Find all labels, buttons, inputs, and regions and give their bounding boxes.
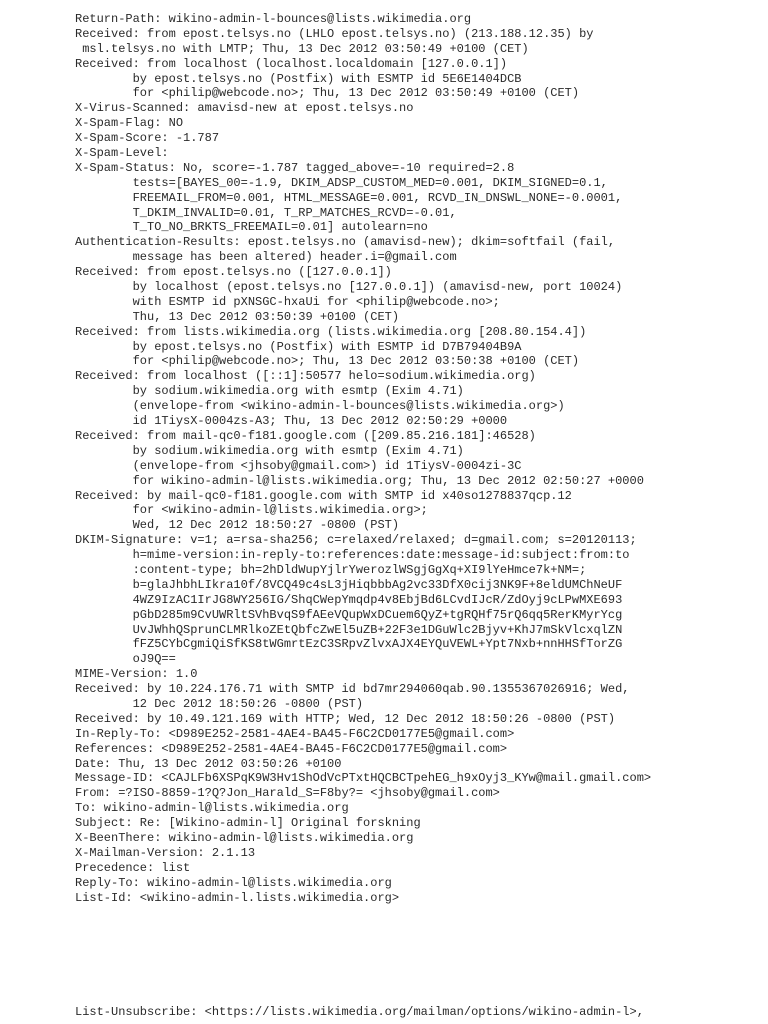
header-line: From: =?ISO-8859-1?Q?Jon_Harald_S=F8by?= <jhsoby@gmail.com> <box>75 786 500 801</box>
header-line: Received: from epost.telsys.no (LHLO epost.telsys.no) (213.188.12.35) by <box>75 26 594 41</box>
header-line: id 1TiysX-0004zs-A3; Thu, 13 Dec 2012 02:50:29 +0000 <box>75 414 508 429</box>
header-line: for <philip@webcode.no>; Thu, 13 Dec 2012 03:50:49 +0100 (CET) <box>75 86 580 101</box>
header-line: by epost.telsys.no (Postfix) with ESMTP id 5E6E1404DCB <box>75 71 522 86</box>
header-line: (envelope-from <jhsoby@gmail.com>) id 1TiysV-0004zi-3C <box>75 458 522 473</box>
header-line: b=glaJhbhLIkra10f/8VCQ49c4sL3jHiqbbbAg2vc33DfX0cij3NK9F+8eldUMChNeUF <box>75 577 623 592</box>
header-line: Received: by mail-qc0-f181.google.com with SMTP id x40so1278837qcp.12 <box>75 488 572 503</box>
header-line: by localhost (epost.telsys.no [127.0.0.1]) (amavisd-new, port 10024) <box>75 280 623 295</box>
header-line: MIME-Version: 1.0 <box>75 667 198 682</box>
header-line: Received: by 10.224.176.71 with SMTP id bd7mr294060qab.90.1355367026916; Wed, <box>75 682 630 697</box>
header-line: by sodium.wikimedia.org with esmtp (Exim 4.71) <box>75 443 464 458</box>
header-line: h=mime-version:in-reply-to:references:date:message-id:subject:from:to <box>75 548 630 563</box>
header-line: X-Virus-Scanned: amavisd-new at epost.telsys.no <box>75 101 414 116</box>
header-line: Received: by 10.49.121.169 with HTTP; Wed, 12 Dec 2012 18:50:26 -0800 (PST) <box>75 711 616 726</box>
header-line: References: <D989E252-2581-4AE4-BA45-F6C2CD0177E5@gmail.com> <box>75 741 508 756</box>
header-line: Received: from localhost ([::1]:50577 helo=sodium.wikimedia.org) <box>75 369 536 384</box>
header-line: To: wikino-admin-l@lists.wikimedia.org <box>75 801 349 816</box>
header-line: pGbD285m9CvUWRltSVhBvqS9fAEeVQupWxDCuem6QyZ+tgRQHf75rQ6qq5RerKMyrYcg <box>75 607 623 622</box>
header-line: Thu, 13 Dec 2012 03:50:39 +0100 (CET) <box>75 309 400 324</box>
header-line: Received: from localhost (localhost.localdomain [127.0.0.1]) <box>75 56 508 71</box>
header-line: Return-Path: wikino-admin-l-bounces@lists.wikimedia.org <box>75 12 472 26</box>
header-line: Reply-To: wikino-admin-l@lists.wikimedia.org <box>75 875 392 890</box>
header-line: (envelope-from <wikino-admin-l-bounces@lists.wikimedia.org>) <box>75 399 565 414</box>
header-line: List-Id: <wikino-admin-l.lists.wikimedia.org> <box>75 890 400 905</box>
header-line: UvJWhhQSprunCLMRlkoZEtQbfcZwEl5uZB+22F3e1DGuWlc2Bjyv+KhJ7mSkVlcxqlZN <box>75 622 623 637</box>
header-line: Message-ID: <CAJLFb6XSPqK9W3Hv1ShOdVcPTxtHQCBCTpehEG_h9xOyj3_KYw@mail.gmail.com> <box>75 771 652 786</box>
header-line: Subject: Re: [Wikino-admin-l] Original forskning <box>75 816 421 831</box>
header-line: oJ9Q== <box>75 652 176 667</box>
header-line: X-Spam-Level: <box>75 146 169 161</box>
header-line: :content-type; bh=2hDldWupYjlrYwerozlWSgjGgXq+XI9lYeHmce7k+NM=; <box>75 562 587 577</box>
header-line: fFZ5CYbCgmiQiSfKS8tWGmrtEzC3SRpvZlvxAJX4EYQuVEWL+Ypt7Nxb+nnHHSfTorZG <box>75 637 623 652</box>
header-line: Authentication-Results: epost.telsys.no (amavisd-new); dkim=softfail (fail, <box>75 235 616 250</box>
header-line: Received: from lists.wikimedia.org (lists.wikimedia.org [208.80.154.4]) <box>75 324 587 339</box>
header-line: 12 Dec 2012 18:50:26 -0800 (PST) <box>75 696 364 711</box>
header-line: Date: Thu, 13 Dec 2012 03:50:26 +0100 <box>75 756 342 771</box>
header-line: X-BeenThere: wikino-admin-l@lists.wikimedia.org <box>75 830 414 845</box>
header-line: DKIM-Signature: v=1; a=rsa-sha256; c=relaxed/relaxed; d=gmail.com; s=20120113; <box>75 533 637 548</box>
header-line: Precedence: list <box>75 860 191 875</box>
header-line: X-Mailman-Version: 2.1.13 <box>75 845 256 860</box>
header-line: X-Spam-Status: No, score=-1.787 tagged_above=-10 required=2.8 <box>75 160 515 175</box>
header-line: by epost.telsys.no (Postfix) with ESMTP id D7B79404B9A <box>75 339 522 354</box>
email-header-block <box>75 12 651 905</box>
header-line: 4WZ9IzAC1IrJG8WY256IG/ShqCWepYmqdp4v8EbjBd6LCvdIJcR/ZdOyj9cLPwMXE693 <box>75 592 623 607</box>
header-line: X-Spam-Flag: NO <box>75 116 184 131</box>
header-line: Wed, 12 Dec 2012 18:50:27 -0800 (PST) <box>75 518 400 533</box>
header-line: for wikino-admin-l@lists.wikimedia.org; Thu, 13 Dec 2012 02:50:27 +0000 <box>75 473 644 488</box>
header-line: Received: from epost.telsys.no ([127.0.0.1]) <box>75 265 392 280</box>
header-line: Received: from mail-qc0-f181.google.com ([209.85.216.181]:46528) <box>75 428 536 443</box>
list-unsubscribe-line: List-Unsubscribe: <https://lists.wikimedia.org/mailman/options/wikino-admin-l>, <box>75 1005 644 1019</box>
header-line: X-Spam-Score: -1.787 <box>75 131 220 146</box>
header-line: T_DKIM_INVALID=0.01, T_RP_MATCHES_RCVD=-0.01, <box>75 205 457 220</box>
header-line: msl.telsys.no with LMTP; Thu, 13 Dec 2012 03:50:49 +0100 (CET) <box>75 41 529 56</box>
header-line: FREEMAIL_FROM=0.001, HTML_MESSAGE=0.001, RCVD_IN_DNSWL_NONE=-0.0001, <box>75 190 623 205</box>
header-line: tests=[BAYES_00=-1.9, DKIM_ADSP_CUSTOM_MED=0.001, DKIM_SIGNED=0.1, <box>75 175 608 190</box>
header-line: by sodium.wikimedia.org with esmtp (Exim 4.71) <box>75 384 464 399</box>
header-line: T_TO_NO_BRKTS_FREEMAIL=0.01] autolearn=no <box>75 220 428 235</box>
header-line: with ESMTP id pXNSGC-hxaUi for <philip@webcode.no>; <box>75 294 500 309</box>
header-line: for <wikino-admin-l@lists.wikimedia.org>; <box>75 503 428 518</box>
header-line: In-Reply-To: <D989E252-2581-4AE4-BA45-F6C2CD0177E5@gmail.com> <box>75 726 515 741</box>
header-line: message has been altered) header.i=@gmail.com <box>75 250 457 265</box>
header-line: for <philip@webcode.no>; Thu, 13 Dec 2012 03:50:38 +0100 (CET) <box>75 354 580 369</box>
